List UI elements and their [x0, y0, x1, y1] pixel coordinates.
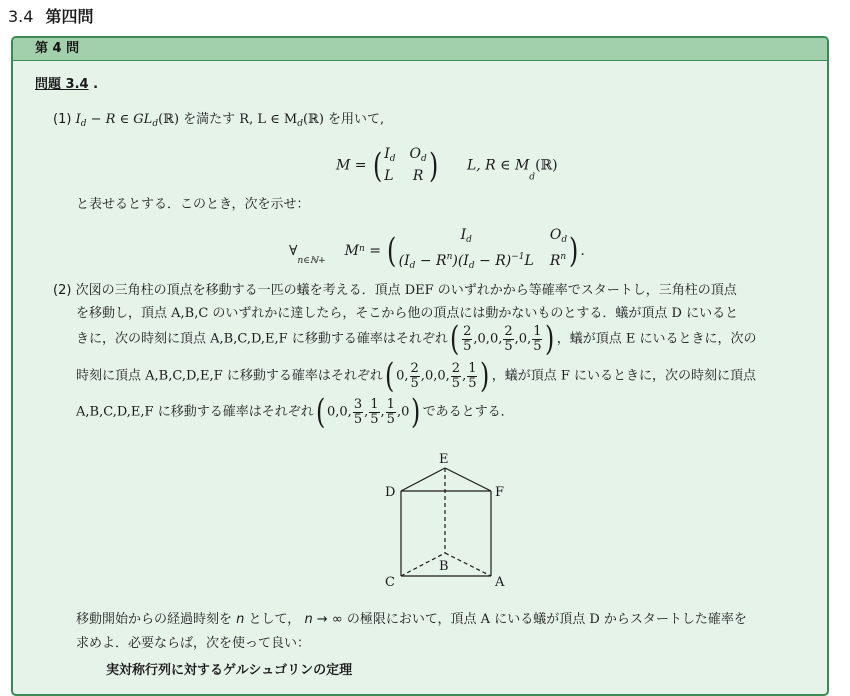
question-text-c: として， [248, 612, 301, 627]
section-heading: 第四問 [45, 7, 94, 26]
fraction-numerator: 2 [451, 360, 461, 376]
label-B: B [439, 559, 449, 574]
eq2-forall: ∀ [289, 243, 298, 259]
fraction-denominator: 5 [353, 411, 363, 427]
eq1-m22: R [412, 168, 424, 184]
eq1-rhs-end: (ℝ) [535, 157, 558, 174]
vector-d [461, 323, 543, 354]
eq2-sub: n∈ℕ+ [297, 256, 326, 266]
eq2-n12-sub: d [561, 235, 568, 245]
fraction-denominator: 5 [451, 375, 461, 391]
eq2-eq: = [369, 243, 381, 259]
part1-intro-text1: − R ∈ GL [86, 112, 153, 127]
question-text-a: 移動開始からの経過時刻を [76, 612, 233, 627]
vector-comma: , [335, 404, 340, 419]
problem-label-suffix: . [88, 77, 99, 92]
eq1-matrix [384, 146, 427, 185]
eq1-paren-right: ) [428, 145, 439, 186]
part2-line3 [76, 319, 757, 359]
fraction [532, 325, 542, 354]
eq2-n21 [399, 249, 534, 275]
eq2-n21-a: (I [398, 253, 410, 269]
fraction-numerator: 2 [463, 323, 472, 339]
vector-entry: 0 [339, 404, 348, 419]
vector-entry: 0 [489, 331, 499, 346]
eq2-paren-left: ( [387, 231, 397, 271]
eq1-m12-sub: d [421, 154, 427, 164]
part1-line2: と表せるとする．このとき，次を示せ： [76, 197, 310, 212]
vecD-paren-left: ( [449, 319, 460, 359]
part1-intro-sub3: d [297, 119, 303, 129]
vector-comma: , [433, 368, 438, 383]
vector-entry: 0 [518, 331, 528, 346]
fraction-numerator: 1 [386, 396, 395, 412]
part1-intro-sub1: d [80, 119, 87, 129]
edge-DE [401, 468, 445, 491]
part2-line4-text-b: ，蟻が頂点 F にいるときに，次の時刻に頂点 [491, 368, 757, 384]
part2-number: (2) [53, 283, 72, 298]
eq2-sup: n [358, 244, 365, 254]
label-C: C [385, 575, 395, 588]
question-limit: n → ∞ [304, 612, 343, 627]
part1-intro-sub2: d [152, 119, 159, 129]
part1-intro-i: I [75, 112, 81, 127]
part2-line5-text-a: A,B,C,D,E,F に移動する確率はそれぞれ [76, 404, 314, 420]
vector-comma: , [396, 404, 402, 419]
eq1-rhs-sub: d [529, 172, 536, 183]
part2-line3-text-b: ，蟻が頂点 E にいるときに，次の [556, 331, 757, 347]
eq2-n22-main: R [549, 253, 561, 269]
fraction-numerator: 2 [504, 323, 513, 339]
vector-comma: , [347, 404, 352, 419]
part2-line2: を移動し，頂点 A,B,C のいずれかに達したら，そこから他の頂点には動かないものとする．蟻が頂点 D にいると [76, 306, 739, 321]
eq2-n22-sup: n [560, 252, 567, 262]
fraction [369, 398, 379, 427]
vector-f [326, 396, 410, 427]
eq2-n21-f: d [468, 261, 475, 271]
eq2-n21-d: n [446, 252, 453, 262]
eq2-n11-sub: d [466, 235, 472, 245]
edge-EF [445, 468, 491, 491]
problem-label-text: 問題 3.4 [35, 77, 89, 92]
vecD-paren-right: ) [545, 319, 555, 359]
vector-e [396, 360, 478, 391]
part2-line5-text-b: であるとする． [422, 404, 514, 420]
vector-comma: , [404, 368, 409, 383]
vector-entry: 0 [424, 368, 434, 383]
eq2-n11-main: I [460, 227, 467, 243]
eq2-n21-c: − R [415, 253, 447, 269]
part2-line5 [76, 392, 514, 432]
eq1-m21: L [384, 168, 394, 184]
label-A: A [495, 575, 505, 588]
vector-comma: , [514, 331, 519, 346]
question-line2: 求めよ．必要ならば，次を使って良い： [76, 636, 311, 651]
fraction-denominator: 5 [463, 338, 472, 354]
eq1-m11 [384, 146, 395, 168]
theorem-title: 実対称行列に対するゲルシュゴリンの定理 [106, 663, 353, 678]
vector-comma: , [462, 368, 467, 383]
question-var-n: n [236, 612, 245, 627]
label-E: E [439, 452, 449, 467]
vector-entry: 0 [396, 368, 405, 383]
eq2-paren-right: ) [569, 231, 579, 271]
eq1-m12 [410, 146, 427, 168]
eq1-lhs: M = [336, 157, 367, 174]
part2-line1 [53, 281, 737, 301]
vector-comma: , [527, 331, 532, 346]
vector-comma: , [445, 368, 450, 383]
eq2-n21-h: −1 [511, 252, 525, 262]
fraction [467, 362, 477, 391]
fraction-denominator: 5 [468, 375, 477, 391]
eq2-n22 [550, 249, 567, 275]
fraction-numerator: 3 [353, 396, 363, 412]
fraction [410, 362, 420, 391]
vector-comma: , [498, 331, 503, 346]
question-text-e: の極限において，頂点 A にいる蟻が頂点 D からスタートした確率を [346, 612, 747, 627]
vecF-paren-left: ( [315, 392, 325, 432]
part1-intro [53, 110, 384, 134]
fraction-denominator: 5 [410, 375, 419, 391]
section-title [8, 4, 93, 27]
eq2-n11 [399, 227, 534, 249]
part1-number: (1) [53, 112, 72, 127]
eq2-n21-i: L [524, 253, 534, 269]
fraction-denominator: 5 [504, 338, 513, 354]
label-F: F [495, 485, 505, 500]
eq1-paren-left: ( [372, 145, 383, 186]
fraction-denominator: 5 [386, 411, 395, 427]
equation-2 [289, 227, 585, 275]
vector-comma: , [380, 404, 385, 419]
eq2-end: . [580, 243, 585, 259]
vector-comma: , [420, 368, 425, 383]
fraction [451, 362, 461, 391]
eq2-matrix [399, 227, 567, 275]
fraction [353, 398, 363, 427]
fraction [386, 398, 396, 427]
part2-line3-text-a: きに，次の時刻に頂点 A,B,C,D,E,F に移動する確率はそれぞれ [76, 331, 448, 347]
vector-entry: 0 [401, 404, 410, 419]
eq1-m11-main: I [384, 146, 390, 162]
part1-intro-text3: (ℝ) を用いて, [302, 112, 385, 127]
vector-comma: , [485, 331, 490, 346]
vector-entry: 0 [437, 368, 446, 383]
eq2-lhs: M [344, 243, 359, 259]
vector-comma: , [364, 404, 369, 419]
fraction-denominator: 5 [533, 338, 542, 354]
eq2-n21-e: )(I [452, 253, 469, 269]
vector-comma: , [473, 331, 478, 346]
part2-line4-text-a: 時刻に頂点 A,B,C,D,E,F に移動する確率はそれぞれ [76, 368, 383, 384]
label-D: D [385, 485, 396, 500]
prism-figure [375, 448, 515, 588]
part2-line4 [76, 356, 757, 396]
section-number: 3.4 [8, 7, 34, 26]
eq2-n12 [550, 227, 567, 249]
fraction-numerator: 1 [533, 323, 542, 339]
part2-line1-text: 次図の三角柱の頂点を移動する一匹の蟻を考える．頂点 DEF のいずれかから等確率でスタートし，三角柱の頂点 [75, 283, 737, 298]
eq2-n12-main: O [549, 227, 562, 243]
vecE-paren-right: ) [480, 356, 490, 396]
eq1-m11-sub: d [389, 154, 396, 164]
problem-box [11, 36, 829, 696]
equation-1 [336, 146, 558, 185]
eq2-n21-b: d [409, 261, 416, 271]
fraction-denominator: 5 [370, 411, 379, 427]
vecF-paren-right: ) [411, 392, 421, 432]
fraction [462, 325, 472, 354]
eq1-m12-main: O [409, 146, 422, 162]
problem-label [35, 73, 98, 92]
fraction [503, 325, 513, 354]
eq2-n21-g: − R) [474, 253, 512, 269]
fraction-numerator: 1 [370, 396, 379, 412]
vector-entry: 0 [477, 331, 486, 346]
question-line1 [76, 610, 747, 630]
eq1-rhs: L, R ∈ M [466, 157, 530, 174]
part1-intro-text2: (ℝ) を満たす R, L ∈ M [158, 112, 298, 127]
fraction-numerator: 1 [468, 360, 477, 376]
vector-entry: 0 [326, 404, 336, 419]
vecE-paren-left: ( [384, 356, 395, 396]
fraction-numerator: 2 [410, 360, 419, 376]
edge-BA [445, 553, 491, 576]
problem-box-header: 第 4 問 [13, 38, 827, 61]
